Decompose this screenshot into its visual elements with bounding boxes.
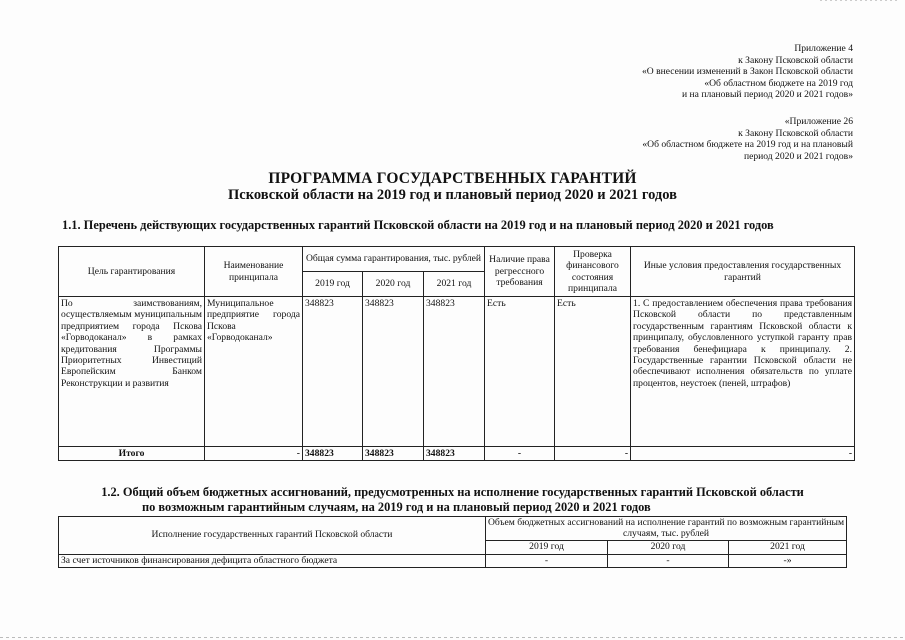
appendix-line: к Закону Псковской области: [738, 127, 853, 139]
cell-total-2021: 348823: [424, 447, 485, 461]
table-total-row: [59, 447, 855, 461]
header-financial-check: Проверка финансового состояния принципала: [555, 247, 631, 297]
appendix-line: период 2020 и 2021 годов»: [743, 150, 853, 162]
header-year-2021: 2021 год: [424, 272, 485, 297]
header-regress-right: Наличие права регрессного требования: [485, 247, 555, 297]
cell-principal: Муниципальное предприятие города Пскова «Горводоканал»: [205, 297, 303, 447]
document-subtitle: Псковской области на 2019 год и плановый период 2020 и 2021 годов: [228, 187, 677, 203]
header-year-2019: 2019 год: [486, 541, 608, 555]
cell-total-other: -: [631, 447, 855, 461]
table-row: [59, 554, 847, 568]
cell-total-label: Итого: [59, 447, 205, 461]
header-total-amount: Общая сумма гарантирования, тыс. рублей: [303, 247, 485, 272]
cell-2021: -»: [729, 554, 847, 568]
header-year-2021: 2021 год: [729, 541, 847, 555]
appendix-line: «Приложение 26: [784, 116, 853, 127]
scan-artifact-bottom: [0, 637, 905, 638]
guarantees-table: [58, 246, 855, 461]
header-year-2020: 2020 год: [363, 272, 424, 297]
appendix-note-4: [642, 43, 853, 101]
section-2-heading: 1.2. Общий объем бюджетных ассигнований, предусмотренных на исполнение государственных гарантий Псковской области: [101, 485, 804, 499]
appendix-line: «О внесении изменений в Закон Псковской области: [642, 66, 853, 78]
header-year-2019: 2019 год: [303, 272, 363, 297]
cell-2020: -: [608, 554, 729, 568]
appendix-line: к Закону Псковской области: [738, 54, 853, 66]
cell-source-label: За счет источников финансирования дефицита областного бюджета: [59, 554, 486, 568]
appropriations-table: [58, 516, 847, 568]
header-principal: Наименование принципала: [205, 247, 303, 297]
cell-total-check: -: [555, 447, 631, 461]
scan-artifact-top: [820, 0, 900, 1]
cell-2021: 348823: [424, 297, 485, 447]
cell-2019: 348823: [303, 297, 363, 447]
cell-other-conditions: 1. С предоставлением обеспечения права требования Псковской области по представленным государственным гарантиям Псковской области к принципалу, обусловленного уступкой гаранту прав требования бенефициара к принципалу. 2. Государственные гарантии Псковской области не обеспечивают исполнения обязательств по уплате процентов, неустоек (пеней, штрафов): [631, 297, 855, 447]
cell-total-2019: 348823: [303, 447, 363, 461]
table-row: [59, 297, 855, 447]
cell-regress: Есть: [485, 297, 555, 447]
appendix-line: «Об областном бюджете на 2019 год и на плановый: [642, 139, 853, 151]
appendix-note-26: [642, 116, 853, 162]
cell-2019: -: [486, 554, 608, 568]
header-execution: Исполнение государственных гарантий Псковской области: [59, 517, 486, 555]
cell-total-principal: -: [205, 447, 303, 461]
appendix-line: «Об областном бюджете на 2019 год: [704, 77, 853, 89]
section-2-heading-line2: по возможным гарантийным случаям, на 2019 год и на плановый период 2020 и 2021 годов: [142, 500, 651, 514]
cell-purpose: По заимствованиям, осуществляемым муниципальным предприятием города Пскова «Горводоканал» в рамках кредитования Программы Приоритетных Инвестиций Европейским Банком Реконструкции и развития: [59, 297, 205, 447]
cell-total-regress: -: [485, 447, 555, 461]
header-volume: Объем бюджетных ассигнований на исполнение гарантий по возможным гарантийным случаям, тыс. рублей: [486, 517, 847, 541]
document-title: ПРОГРАММА ГОСУДАРСТВЕННЫХ ГАРАНТИЙ: [268, 170, 637, 187]
appendix-line: Приложение 4: [794, 43, 853, 54]
cell-total-2020: 348823: [363, 447, 424, 461]
header-year-2020: 2020 год: [608, 541, 729, 555]
header-purpose: Цель гарантирования: [59, 247, 205, 297]
appendix-line: и на плановый период 2020 и 2021 годов»: [682, 89, 853, 101]
cell-check: Есть: [555, 297, 631, 447]
section-1-heading: 1.1. Перечень действующих государственных гарантий Псковской области на 2019 год и на плановый период 2020 и 2021 годов: [62, 218, 774, 232]
header-other-conditions: Иные условия предоставления государственных гарантий: [631, 247, 855, 297]
cell-2020: 348823: [363, 297, 424, 447]
